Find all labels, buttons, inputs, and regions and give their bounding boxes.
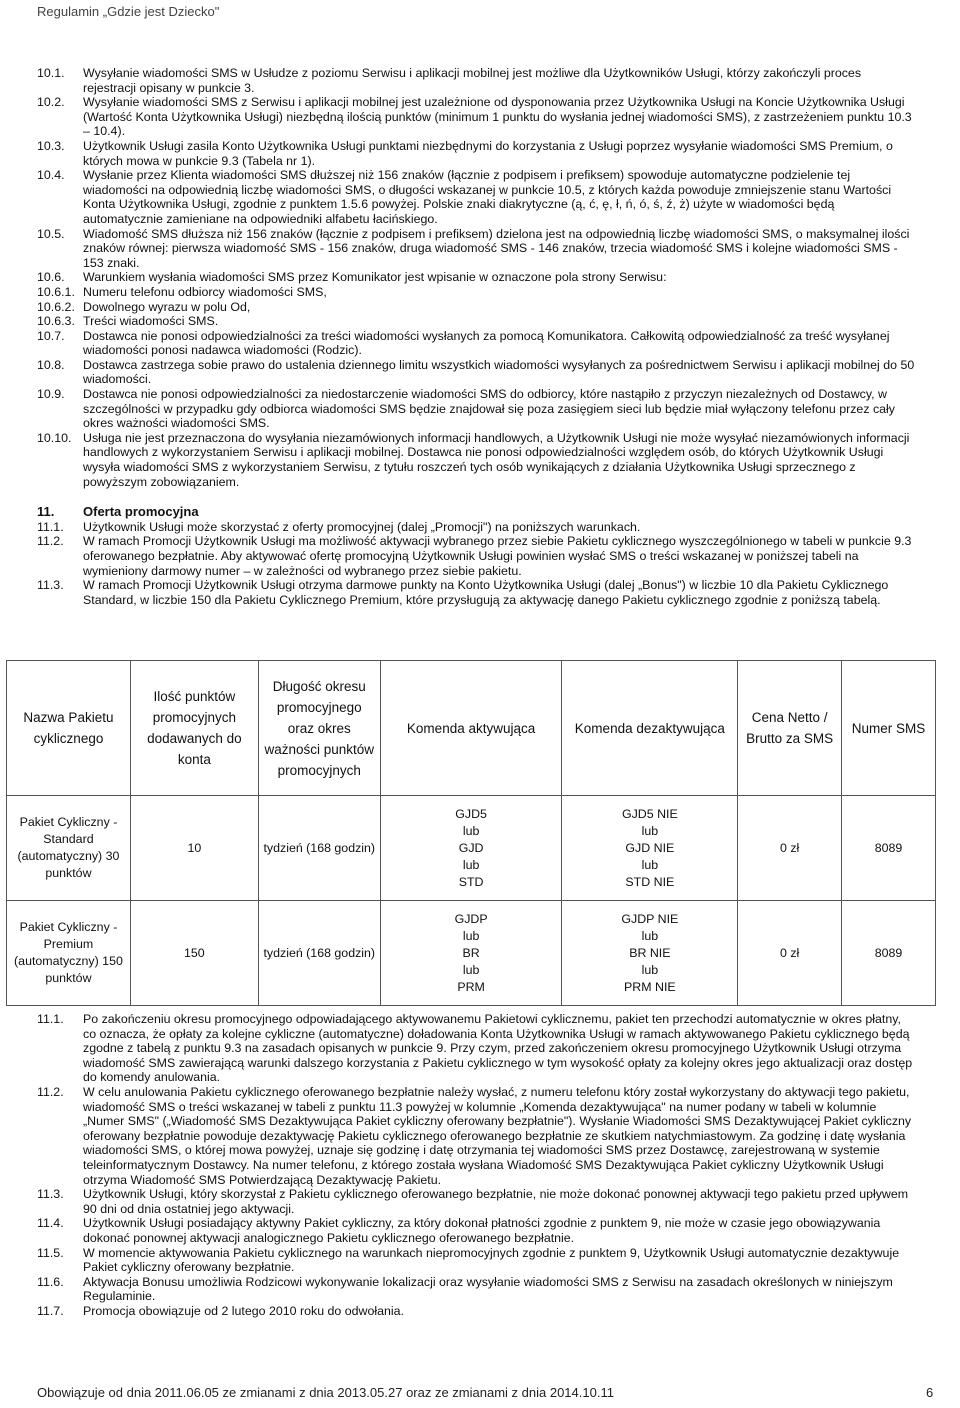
- command-line: lub: [462, 823, 480, 838]
- list-item: [37, 139, 917, 168]
- table-row: [7, 796, 936, 901]
- item-number: 10.3.: [37, 138, 65, 153]
- item-number: 11.3.: [37, 1187, 64, 1202]
- command-line: lub: [641, 823, 659, 838]
- item-text: Dowolnego wyrazu w polu Od,: [83, 299, 251, 314]
- list-item: [37, 270, 917, 285]
- item-number: 11.2.: [37, 534, 64, 549]
- sms-number-cell: 8089: [842, 796, 936, 901]
- command-line: lub: [462, 857, 480, 872]
- deactivate-command-cell: [562, 901, 738, 1006]
- list-item: [37, 387, 917, 431]
- command-line: PRM NIE: [624, 979, 676, 994]
- item-number: 11.5.: [37, 1245, 64, 1260]
- item-text: W ramach Promocji Użytkownik Usługi ma możliwość aktywacji wybranego przez siebie Pakietu cyklicznego wyszczególnionego w tabeli w punkcie 9.3 oferowanego bezpłatnie. Aby aktywować ofertę promocyjną Użytkownik Usługi powinien wysłać SMS o treści wskazanej w poniższej tabeli na wymieniony darmowy numer – w zależności od wybranego przez siebie pakietu.: [83, 534, 912, 578]
- item-text: Usługa nie jest przeznaczona do wysyłania niezamówionych informacji handlowych, a Użytkownik Usługi nie może wysyłać niezamówionych informacji handlowych z wykorzystaniem Serwisu i aplikacji mobilnej. Dostawca nie ponosi odpowiedzialności względem osób, do których Użytkownik Usługi wysyła wiadomości SMS z wykorzystaniem Serwisu, z tytułu roszczeń tych osób wynikających z działania Użytkownika Usługi sprzecznego z powyższym zobowiązaniem.: [83, 430, 910, 489]
- list-item: [37, 1246, 917, 1275]
- period-cell: tydzień (168 godzin): [258, 796, 380, 901]
- table-header-row: [7, 661, 936, 796]
- column-header-deactivate-command: Komenda dezaktywująca: [562, 661, 738, 796]
- command-line: GJD5 NIE: [621, 806, 678, 821]
- item-text: Dostawca nie ponosi odpowiedzialności za niedostarczenie wiadomości SMS do odbiorcy, które nastąpiło z przyczyn niezależnych od Dostawcy, w szczególności w przypadku gdy odbiorca wiadomości SMS będzie znajdował się poza zasięgiem sieci lub będzie miał wyłączony telefonu przez cały okres ważności wiadomości SMS.: [83, 387, 895, 431]
- item-text: Użytkownik Usługi, który skorzystał z Pakietu cyklicznego oferowanego bezpłatnie, nie może dokonać ponownej aktywacji tego pakietu przed upływem 90 dni od dnia ostatniej jego aktywacji.: [83, 1187, 909, 1216]
- item-number: 10.9.: [37, 387, 65, 402]
- item-number: 10.6.3.: [37, 314, 75, 329]
- item-number: 10.7.: [37, 328, 65, 343]
- command-line: BR: [462, 945, 480, 960]
- item-number: 11.6.: [37, 1274, 64, 1289]
- item-text: W momencie aktywowania Pakietu cyklicznego na warunkach niepromocyjnych zgodnie z punktem 9, Użytkownik Usługi automatycznie dezaktywuje Pakiet cykliczny oferowany bezpłatnie.: [83, 1245, 900, 1275]
- item-text: W ramach Promocji Użytkownik Usługi otrzyma darmowe punkty na Konto Użytkownika Usługi (dalej „Bonus") w liczbie 10 dla Pakietu Cyklicznego Standard, w liczbie 150 dla Pakietu Cyklicznego Premium, które przysługują za aktywację danego Pakietu cyklicznego zgodnie z poniższą tabelą.: [83, 578, 889, 607]
- command-line: STD: [458, 874, 484, 889]
- page-number: 6: [926, 1385, 934, 1400]
- list-item: [37, 329, 917, 358]
- deactivate-command-cell: [562, 796, 738, 901]
- activate-command-cell: [380, 796, 562, 901]
- item-number: 10.4.: [37, 168, 65, 183]
- list-item: [37, 285, 917, 300]
- list-item: [37, 1187, 917, 1216]
- item-number: 10.6.: [37, 270, 65, 285]
- column-header-period: Długość okresu promocyjnego oraz okres ważności punktów promocyjnych: [258, 661, 380, 796]
- document-header-title: Regulamin „Gdzie jest Dziecko": [37, 4, 220, 19]
- points-cell: 150: [130, 901, 258, 1006]
- section-title: Oferta promocyjna: [83, 504, 199, 520]
- item-text: W celu anulowania Pakietu cyklicznego oferowanego bezpłatnie należy wysłać, z numeru telefonu który został wykorzystany do aktywacji tego pakietu, wiadomość SMS o treści wskazanej w tabeli z punktu 11.3 powyżej w kolumnie „Komenda dezaktywująca" na numer podany w tabeli w kolumnie „Numer SMS" („Wiadomość SMS Dezaktywująca Pakiet cykliczny oferowany bezpłatnie"). Wysłanie Wiadomości SMS Dezaktywującej Pakiet cykliczny oferowany bezpłatnie powoduje dezaktywację Pakietu cyklicznego oferowanego bezpłatnie ze skutkiem natychmiastowym. Za godzinę i datę wysłania wiadomości SMS, o której mowa powyżej, uznaje się godzinę i datę otrzymania tej wiadomości SMS przez Dostawcę, zarejestrowaną w systemie teleinformatycznym Dostawcy. Na numer telefonu, z którego została wysłana Wiadomość SMS Dezaktywująca Pakiet cykliczny Użytkownik Usługi otrzyma Wiadomość SMS Potwierdzającą Dezaktywację Pakietu.: [83, 1084, 912, 1187]
- item-number: 10.10.: [37, 430, 72, 445]
- command-line: lub: [462, 962, 480, 977]
- command-line: STD NIE: [625, 874, 675, 889]
- item-number: 11.1.: [37, 1012, 64, 1026]
- list-item: [37, 1304, 917, 1319]
- promo-offer-table: [6, 660, 936, 1006]
- item-number: 11.4.: [37, 1216, 64, 1231]
- footer-validity-note: Obowiązuje od dnia 2011.06.05 ze zmianami z dnia 2013.05.27 oraz ze zmianami z dnia 2014.10.11: [37, 1385, 614, 1400]
- item-number: 10.2.: [37, 95, 65, 110]
- item-text: Wysyłanie wiadomości SMS z Serwisu i aplikacji mobilnej jest uzależnione od dysponowania przez Użytkownika Usługi na Koncie Użytkownika Usługi (Wartość Konta Użytkownika Usługi) niezbędną ilością punktów (minimum 1 punktu do wysłania jednej wiadomości SMS), z zastrzeżeniem punktu 10.3 – 10.4).: [83, 95, 912, 139]
- list-item: [37, 227, 917, 271]
- item-text: Dostawca nie ponosi odpowiedzialności za treści wiadomości wysłanych za pomocą Komunikatora. Całkowitą odpowiedzialność za treść wysyłanej wiadomości ponosi nadawca wiadomości (Rodzic).: [83, 328, 890, 358]
- command-line: lub: [641, 962, 659, 977]
- table-row: [7, 901, 936, 1006]
- item-text: Warunkiem wysłania wiadomości SMS przez Komunikator jest wpisanie w oznaczone pola strony Serwisu:: [83, 270, 667, 285]
- item-number: 10.6.1.: [37, 284, 75, 299]
- command-line: lub: [641, 928, 659, 943]
- item-number: 11.3.: [37, 578, 64, 593]
- item-text: Wiadomość SMS dłuższa niż 156 znaków (łącznie z podpisem i prefiksem) dzielona jest na odpowiednią liczbę wiadomości SMS, o maksymalnej ilości znaków równej: pierwsza wiadomość SMS - 156 znaków, druga wiadomość SMS - 146 znaków, trzecia wiadomość SMS i kolejne wiadomości SMS - 153 znaki.: [83, 226, 910, 270]
- item-number: 10.5.: [37, 226, 65, 241]
- column-header-activate-command: Komenda aktywująca: [380, 661, 562, 796]
- command-line: lub: [462, 928, 480, 943]
- sms-number-cell: 8089: [842, 901, 936, 1006]
- item-number: 10.6.2.: [37, 299, 75, 314]
- command-line: GJDP NIE: [621, 911, 679, 926]
- list-item: [37, 1216, 917, 1245]
- column-header-package-name: Nazwa Pakietu cyklicznego: [7, 661, 131, 796]
- package-name-cell: Pakiet Cykliczny - Standard (automatyczny) 30 punktów: [7, 796, 131, 901]
- list-item: [37, 578, 917, 607]
- item-number: 11.1.: [37, 519, 64, 534]
- item-text: Użytkownik Usługi posiadający aktywny Pakiet cykliczny, za który dokonał płatności zgodnie z punktem 9, nie może w czasie jego obowiązywania dokonać ponownej aktywacji analogicznego Pakietu cyklicznego oferowanego bezpłatnie.: [83, 1216, 881, 1245]
- command-line: GJD: [458, 840, 484, 855]
- price-cell: 0 zł: [738, 796, 842, 901]
- item-number: 11.2.: [37, 1084, 64, 1099]
- item-text: Po zakończeniu okresu promocyjnego odpowiadającego aktywowanemu Pakietowi cyklicznemu, pakiet ten przechodzi automatycznie w okres płatny, co oznacza, że opłaty za kolejne cykliczne (automatyczne) doładowania Konta Użytkownika Usługi w ramach aktywowanego Pakietu cyklicznego będą zgodne z tabelą z punktu 9.3 na zasadach opisanych w punkcie 9. Przy czym, przed zakończeniem okresu promocyjnego Użytkownik Usługi otrzyma wiadomość SMS zawierającą warunki dalszego korzystania z Pakietu cyklicznego w tym wysokość opłaty za kolejny okres jego aktualizacji oraz dostęp do komendy anulowania.: [83, 1012, 913, 1085]
- list-item: [37, 1275, 917, 1304]
- command-line: lub: [641, 857, 659, 872]
- period-cell: tydzień (168 godzin): [258, 901, 380, 1006]
- list-item: [37, 520, 917, 535]
- price-cell: 0 zł: [738, 901, 842, 1006]
- points-cell: 10: [130, 796, 258, 901]
- list-item: [37, 95, 917, 139]
- list-item: [37, 1012, 917, 1085]
- list-item: [37, 314, 917, 329]
- list-item: [37, 534, 917, 578]
- item-number: 10.1.: [37, 66, 65, 80]
- item-text: Aktywacja Bonusu umożliwia Rodzicowi wykonywanie lokalizacji oraz wysyłanie wiadomości SMS z Serwisu na zasadach określonych w niniejszym Regulaminie.: [83, 1274, 893, 1304]
- section-11-heading: [37, 505, 917, 520]
- command-line: PRM: [457, 979, 485, 994]
- spacer: [37, 489, 917, 505]
- list-item: [37, 300, 917, 315]
- item-text: Użytkownik Usługi zasila Konto Użytkownika Usługi punktami niezbędnymi do korzystania z Usługi poprzez wysyłanie wiadomości SMS Premium, o których mowa w punkcie 9.3 (Tabela nr 1).: [83, 138, 893, 168]
- column-header-sms-number: Numer SMS: [842, 661, 936, 796]
- list-item: [37, 1085, 917, 1187]
- column-header-points: Ilość punktów promocyjnych dodawanych do konta: [130, 661, 258, 796]
- item-text: Treści wiadomości SMS.: [83, 314, 219, 329]
- item-text: Numeru telefonu odbiorcy wiadomości SMS,: [83, 284, 327, 299]
- item-text: Wysłanie przez Klienta wiadomości SMS dłuższej niż 156 znaków (łącznie z podpisem i prefiksem) spowoduje automatyczne podzielenie tej wiadomości na odpowiednią liczbę wiadomości SMS, o długości wskazanej w punkcie 10.5, z których każda powoduje zmniejszenie stanu Wartości Konta Użytkownika Usługi, zgodnie z punktem 1.5.6 powyżej. Polskie znaki diakrytyczne (ą, ć, ę, ł, ń, ó, ś, ź, ż) użyte w wiadomości będą automatycznie zamieniane na odpowiedniki alfabetu łacińskiego.: [83, 168, 892, 226]
- column-header-price: Cena Netto / Brutto za SMS: [738, 661, 842, 796]
- item-text: Promocja obowiązuje od 2 lutego 2010 roku do odwołania.: [83, 1303, 404, 1318]
- command-line: GJDP: [454, 911, 488, 926]
- command-line: GJD5: [455, 806, 487, 821]
- activate-command-cell: [380, 901, 562, 1006]
- section-11-continued: [37, 1012, 917, 1318]
- item-number: 10.8.: [37, 357, 65, 372]
- command-line: BR NIE: [629, 945, 671, 960]
- package-name-cell: Pakiet Cykliczny - Premium (automatyczny) 150 punktów: [7, 901, 131, 1006]
- list-item: [37, 168, 917, 226]
- item-text: Dostawca zastrzega sobie prawo do ustalenia dziennego limitu wszystkich wiadomości wysyłanych za pośrednictwem Serwisu i aplikacji mobilnej do 50 wiadomości.: [83, 357, 915, 387]
- section-10-content: [37, 66, 917, 607]
- item-number: 11.7.: [37, 1303, 64, 1318]
- list-item: [37, 358, 917, 387]
- list-item: [37, 431, 917, 489]
- section-number: 11.: [37, 504, 55, 520]
- item-text: Użytkownik Usługi może skorzystać z oferty promocyjnej (dalej „Promocji") na poniższych warunkach.: [83, 519, 641, 534]
- item-text: Wysyłanie wiadomości SMS w Usłudze z poziomu Serwisu i aplikacji mobilnej jest możliwe dla Użytkowników Usługi, którzy zakończyli proces rejestracji opisany w punkcie 3.: [83, 66, 862, 95]
- list-item: [37, 66, 917, 95]
- command-line: GJD NIE: [625, 840, 675, 855]
